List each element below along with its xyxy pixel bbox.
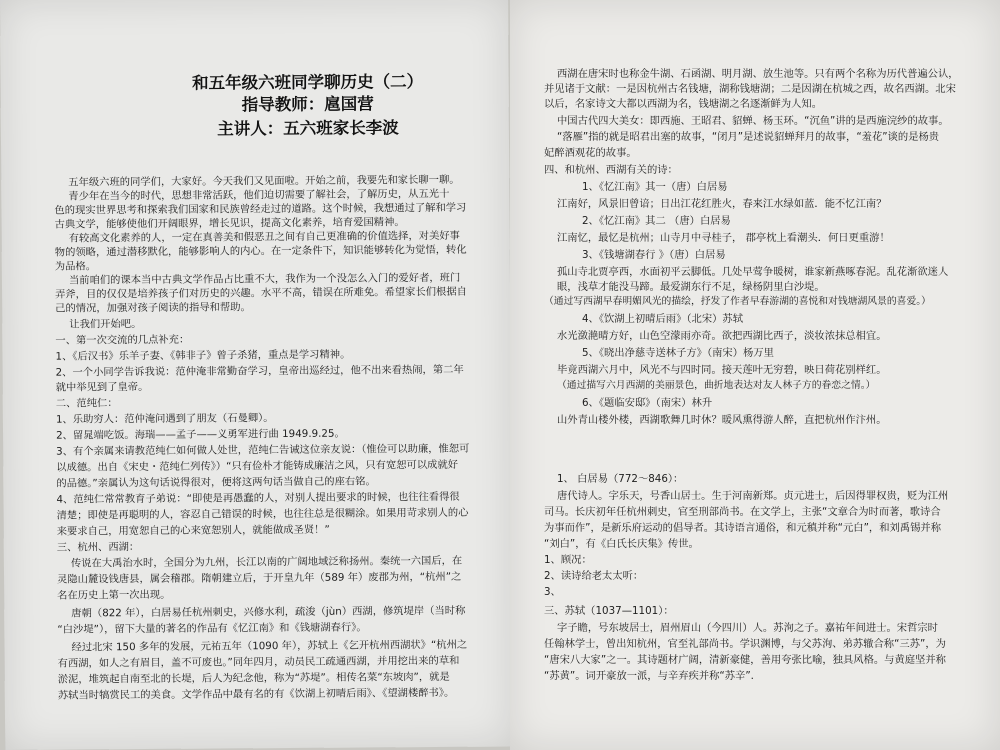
list-item: 2、一个小同学告诉我说：范仲淹非常勤奋学习，皇帝出巡经过，他不出来看热闹，第二年 bbox=[55, 363, 464, 379]
paragraph-line: 物的领略，通过潜移默化，能够影响人的内心。在一定条件下，知识能够转化为觉悟，转化 bbox=[54, 243, 467, 259]
paragraph-line: 淤泥，堆筑起自南至北的长堤，后人为纪念他，称为“苏堤”。相传名菜“东坡肉”，就是 bbox=[57, 670, 450, 686]
paragraph-line: “白沙堤”），留下大量的著名的作品有《忆江南》和《钱塘湖春行》。 bbox=[57, 621, 367, 636]
paragraph-line: 灵隐山麓设钱唐县，属会稽郡。隋朝建立后，于开皇九年（589 年）废郡为州，“杭州”之 bbox=[57, 570, 462, 586]
paragraph-line: 司马。长庆初年任杭州刺史，官至刑部尚书。在文学上，主张“文章合为时而著，歌诗合 bbox=[544, 506, 941, 518]
list-item: 2、读诗给老太太听： bbox=[544, 570, 644, 582]
paragraph-line: 妃醉酒观花的故事。 bbox=[544, 147, 637, 159]
list-item: 2、留晁端吃饭。海瑞——孟子——义勇军进行曲 1949.9.25。 bbox=[56, 427, 345, 442]
poem-note: （通过描写六月西湖的美丽景色，曲折地表达对友人林子方的眷恋之情。） bbox=[557, 380, 876, 391]
paragraph-line: 西湖在唐宋时也称金牛湖、石函湖、明月湖、放生池等。只有两个名称为历代普遍公认， bbox=[557, 68, 959, 80]
list-item: 4、范纯仁常常教育子弟说：“即使是再愚蠢的人，对别人提出要求的时候，也往往看得很 bbox=[56, 490, 460, 506]
paragraph-line: 古典文学，能够使他们开阔眼界，增长见识，提高文化素养，培育爱国精神。 bbox=[54, 216, 405, 231]
paragraph-line: 让我们开始吧。 bbox=[69, 318, 142, 331]
list-item: 来要求自己，用宽恕自己的心来宽恕别人，就能做成圣贤！” bbox=[56, 523, 330, 538]
section-heading: 一、第一次交流的几点补充： bbox=[55, 333, 190, 347]
poem-title: 2、《忆江南》其二 （唐）白居易 bbox=[582, 215, 731, 227]
list-item: 以成德。出自《宋史・范纯仁列传》）“只有俭朴才能铸成廉洁之风，只有宽恕可以成就好 bbox=[56, 458, 459, 474]
paragraph-line: “落雁”指的就是昭君出塞的故事，“闭月”是述说貂蝉拜月的故事，“羞花”谈的是杨贵 bbox=[557, 131, 940, 143]
paragraph-line: 名在历史上第一次出现。 bbox=[57, 588, 171, 602]
paragraph-line: 并见诸于文献：一是因杭州古名钱塘，湖称钱塘湖；二是因湖在杭城之西，故名西湖。北宋 bbox=[544, 83, 956, 95]
paragraph-line: 当前咱们的课本当中古典文学作品占比重不大，我作为一个没怎么入门的爱好者，班门 bbox=[68, 271, 461, 287]
section-heading: 三、苏轼（1037—1101）： bbox=[544, 605, 674, 617]
poem-text: 孤山寺北贾亭西，水面初平云脚低。几处早莺争暖树，谁家新燕啄春泥。乱花渐欲迷人 bbox=[557, 266, 949, 278]
poem-text: 眼，浅草才能没马蹄。最爱湖东行不足，绿杨阴里白沙堤。 bbox=[557, 281, 825, 293]
poem-note: （通过写西湖早春明媚风光的描绘，抒发了作者早春游湖的喜悦和对钱塘湖风景的喜爱。） bbox=[544, 296, 931, 307]
paragraph-line: “刘白”，有《白氏长庆集》传世。 bbox=[544, 538, 699, 550]
paragraph-line: 有西湖，如人之有眉目，盖不可废也。”同年四月，动员民工疏通西湖，并用挖出来的草和 bbox=[57, 654, 460, 670]
poem-title: 6、《题临安邸》（南宋）林升 bbox=[582, 397, 713, 409]
paragraph-line: 五年级六班的同学们，大家好。今天我们又见面啦。开始之前，我要先和家长聊一聊。 bbox=[68, 173, 460, 189]
speaker-line: 主讲人：五六班家长李波 bbox=[217, 118, 399, 139]
paragraph-line: “唐宋八大家”之一。其诗题材广阔，清新豪健，善用夸张比喻，独具风格。与黄庭坚并称 bbox=[544, 654, 946, 666]
paragraph-line: 己的情况，加强对孩子阅读的指导和帮助。 bbox=[55, 301, 251, 315]
paragraph-line: “苏黄”。词开豪放一派，与辛弃疾并称“苏辛”. bbox=[544, 670, 754, 682]
section-heading: 四、和杭州、西湖有关的诗： bbox=[544, 164, 678, 176]
list-item: 1、《后汉书》乐羊子妻、《韩非子》曾子杀猪，重点是学习精神。 bbox=[55, 348, 351, 363]
paragraph-line: 唐朝（822 年），白居易任杭州刺史，兴修水利，疏浚（jùn）西湖，修筑堤岸（当时称 bbox=[71, 604, 466, 620]
list-item: 1、顾况： bbox=[544, 554, 592, 566]
paragraph-line: 任翰林学士，曾出知杭州，官至礼部尚书。学识渊博，与父苏洵、弟苏辙合称“三苏”，为 bbox=[544, 638, 946, 650]
paragraph-line: 经过北宋 150 多年的发展，元祐五年（1090 年），苏轼上《乞开杭州西湖状》“杭州之 bbox=[71, 638, 468, 654]
paragraph-line: 青少年在当今的时代，思想非常活跃，他们迫切需要了解社会，了解历史，从五光十 bbox=[68, 187, 450, 203]
right-page bbox=[510, 0, 1000, 750]
paragraph-line: 唐代诗人。字乐天，号香山居士。生于河南新郑。贞元进士，后因得罪权贵，贬为江州 bbox=[557, 490, 949, 502]
paragraph-line: 为品格。 bbox=[54, 260, 97, 273]
list-item: 就中举见到了皇帝。 bbox=[55, 380, 149, 394]
poem-title: 1、《忆江南》其一（唐）白居易 bbox=[582, 181, 728, 193]
poem-text: 江南忆，最忆是杭州；山寺月中寻桂子， 郡亭枕上看潮头．何日更重游！ bbox=[557, 232, 890, 244]
list-item: 3、有个亲属来请教范纯仁如何做人处世，范纯仁告诫这位亲友说：（惟俭可以助廉，惟恕可 bbox=[56, 442, 470, 458]
poem-text: 毕竟西湖六月中，风光不与四时同。接天莲叶无穷碧，映日荷花别样红。 bbox=[557, 364, 887, 376]
poem-text: 江南好，风景旧曾谙；日出江花红胜火，春来江水绿如蓝．能不忆江南？ bbox=[557, 198, 887, 210]
paragraph-line: 弄斧，目的仅仅是培养孩子们对历史的兴趣。水平不高，错误在所难免。希望家长们根据自 bbox=[55, 285, 467, 301]
poem-text: 山外青山楼外楼，西湖歌舞几时休？暖风熏得游人醉，直把杭州作汴州。 bbox=[557, 414, 887, 426]
list-item: 1、乐助穷人：范仲淹问遇到了朋友（石曼卿）。 bbox=[55, 412, 274, 426]
paragraph-line: 以后，名家诗文大都以西湖为名，钱塘湖之名逐渐鲜为人知。 bbox=[544, 98, 823, 110]
paragraph-line: 色的现实世界思考和探索我们国家和民族曾经走过的道路。这个时候，我想通过了解和学习 bbox=[54, 201, 467, 217]
section-heading: 三、杭州、西湖： bbox=[56, 541, 140, 554]
paragraph-line: 传说在大禹治水时，全国分为九州，长江以南的广阔地域泛称扬州。秦统一六国后，在 bbox=[70, 554, 463, 570]
paragraph-line: 为事而作”，是新乐府运动的倡导者。其诗语言通俗，和元稹并称“元白”，和刘禹锡并称 bbox=[544, 522, 941, 534]
paragraph-line: 有较高文化素养的人，一定在真善美和假恶丑之间有自己更准确的价值选择，对美好事 bbox=[68, 229, 460, 245]
list-item: 的品德。”亲属认为这句话说得很对，便将这两句话当做自己的座右铭。 bbox=[56, 475, 376, 490]
poem-title: 3、《钱塘湖春行 》（唐）白居易 bbox=[582, 249, 726, 261]
paragraph-line: 中国古代四大美女：即西施、王昭君、貂蝉、杨玉环。“沉鱼”讲的是西施浣纱的故事。 bbox=[557, 115, 949, 127]
list-item: 清楚；即使是再聪明的人，容忍自己错误的时候，也往往总是很糊涂。如果用苛求别人的心 bbox=[56, 506, 469, 522]
paragraph-line: 字子瞻，号东坡居士，眉州眉山（今四川）人。苏洵之子。嘉祐年间进士。宋哲宗时 bbox=[557, 622, 938, 634]
document-title: 和五年级六班同学聊历史（二） bbox=[192, 72, 424, 93]
teacher-line: 指导教师：扈国营 bbox=[241, 94, 374, 115]
section-heading: 1、 白居易（772～846）： bbox=[557, 473, 684, 485]
poem-title: 5、《晓出净慈寺送林子方》（南宋）杨万里 bbox=[582, 347, 774, 359]
poem-text: 水光潋滟晴方好，山色空濛雨亦奇。欲把西湖比西子，淡妆浓抹总相宜。 bbox=[557, 330, 887, 342]
list-item: 3、 bbox=[544, 586, 561, 598]
paragraph-line: 苏轼当时犒赏民工的美食。文学作品中最有名的有《饮湖上初晴后雨》、《望湖楼醉书》。 bbox=[57, 686, 455, 702]
poem-title: 4、《饮湖上初晴后雨》（北宋）苏轼 bbox=[582, 313, 744, 325]
section-heading: 二、范纯仁： bbox=[55, 397, 118, 410]
